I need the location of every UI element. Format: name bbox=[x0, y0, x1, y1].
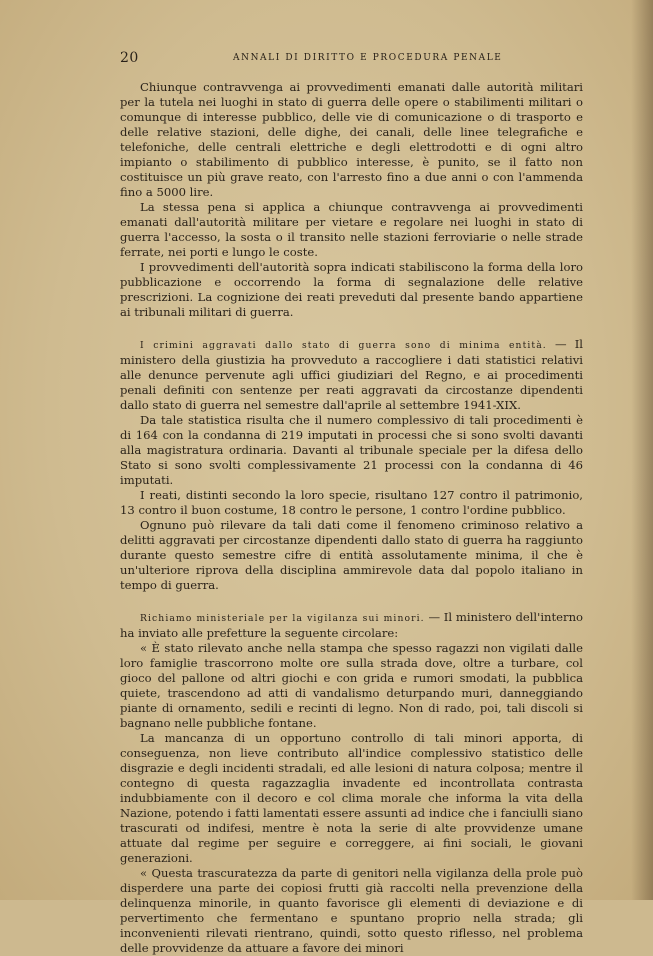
intro-paragraph: La stessa pena si applica a chiunque contravvenga ai provvedimenti emanati dall'autorità militare per vietare e regolare nei luoghi in stato di guerra l'accesso, la sosta o il transito nelle stazioni ferroviarie o nelle strade ferrate, nei porti e lungo le coste. bbox=[120, 200, 583, 259]
body-text bbox=[120, 80, 583, 956]
section-crimini-paragraph: I reati, distinti secondo la loro specie, risultano 127 contro il patrimonio, 13 contro il buon costume, 18 contro le persone, 1 contro l'ordine pubblico. bbox=[120, 488, 583, 517]
section-crimini-paragraph: Da tale statistica risulta che il numero complessivo di tali procedimenti è di 164 con la condanna di 219 imputati in processi che si sono svolti davanti alla magistratura ordinaria. Davanti al tribunale speciale per la difesa dello Stato si sono svolti complessivamente 21 processi con la condanna di 46 imputati. bbox=[120, 413, 583, 487]
section-crimini-paragraph: Ognuno può rilevare da tali dati come il fenomeno criminoso relativo a delitti aggravati per circostanze dipendenti dallo stato di guerra ha raggiunto durante questo semestre cifre di entità assolutamente minima, il che è un'ulteriore riprova della disciplina ammirevole data dal popolo italiano in tempo di guerra. bbox=[120, 518, 583, 592]
section-richiamo-lead bbox=[120, 610, 583, 641]
section-crimini bbox=[120, 337, 583, 593]
section-richiamo-paragraph: « Questa trascuratezza da parte di genitori nella vigilanza della prole può disperdere una parte dei copiosi frutti già raccolti nella prevenzione della delinquenza minorile, in quanto favorisce gli elementi di deviazione e di pervertimento che fermentano e spuntano proprio nella strada; gli inconvenienti rilevati rientrano, quindi, sotto questo riflesso, nel problema delle provvidenze da attuare a favore dei minori bbox=[120, 866, 583, 955]
section-richiamo bbox=[120, 610, 583, 956]
page-number: 20 bbox=[120, 50, 139, 66]
section-richiamo-lead-text: — Il ministero dell'interno ha inviato alle prefetture la seguente circolare: bbox=[120, 610, 584, 640]
section-crimini-heading: I crimini aggravati dallo stato di guerra sono di minima entità. bbox=[140, 340, 547, 351]
intro-paragraph: I provvedimenti dell'autorità sopra indicati stabiliscono la forma della loro pubblicazione e occorrendo la forma di segnalazione delle relative prescrizioni. La cognizione dei reati preveduti dal presente bando appartiene ai tribunali militari di guerra. bbox=[120, 260, 583, 319]
section-richiamo-paragraph: La mancanza di un opportuno controllo di tali minori apporta, di conseguenza, non lieve contributo all'indice complessivo statistico delle disgrazie e degli incidenti stradali, ed alle lesioni di natura colposa; mentre il contegno di questa ragazzaglia invadente ed incontrollata contrasta indubbiamente con il decoro e col clima morale che informa la vita della Nazione, potendo i fatti lamentati essere assunti ad indice che i fanciulli siano trascurati od indifesi, mentre è nota la serie di alte provvidenze umane attuate dal regime per seguire e correggere, ai fini sociali, le giovani generazioni. bbox=[120, 731, 583, 865]
intro-paragraph: Chiunque contravvenga ai provvedimenti emanati dalle autorità militari per la tutela nei luoghi in stato di guerra delle opere o stabilimenti militari o comunque di interesse pubblico, delle vie di comunicazione o di trasporto e delle relative stazioni, delle dighe, dei canali, delle linee telegrafiche e telefoniche, delle centrali elettriche e degli elettrodotti e di ogni altro impianto o stabilimento di pubblico interesse, è punito, se il fatto non costituisce un più grave reato, con l'arresto fino a due anni o con l'ammenda fino a 5000 lire. bbox=[120, 80, 583, 199]
page-header bbox=[120, 50, 503, 70]
page-edge-shadow bbox=[631, 0, 653, 900]
section-richiamo-paragraph: « È stato rilevato anche nella stampa che spesso ragazzi non vigilati dalle loro famiglie trascorrono molte ore sulla strada dove, oltre a turbare, col gioco del pallone od altri giochi e con grida e rumori smodati, la pubblica quiete, trascendono ad atti di vandalismo deturpando muri, danneggiando piante di ornamento, sedili e recinti di legno. Non di rado, poi, tali discoli si bagnano nelle pubbliche fontane. bbox=[120, 641, 583, 730]
section-crimini-lead-text: — Il ministero della giustizia ha provveduto a raccogliere i dati statistici relativi alle denunce pervenute agli uffici giudiziari del Regno, e ai procedimenti penali definiti con sentenze per reati aggravati da circostanze dipendenti dallo stato di guerra nel semestre dall'aprile al settembre 1941-XIX. bbox=[120, 337, 583, 412]
section-crimini-lead bbox=[120, 337, 583, 413]
running-title: ANNALI DI DIRITTO E PROCEDURA PENALE bbox=[233, 53, 503, 63]
section-richiamo-heading: Richiamo ministeriale per la vigilanza sui minori. bbox=[140, 613, 425, 624]
